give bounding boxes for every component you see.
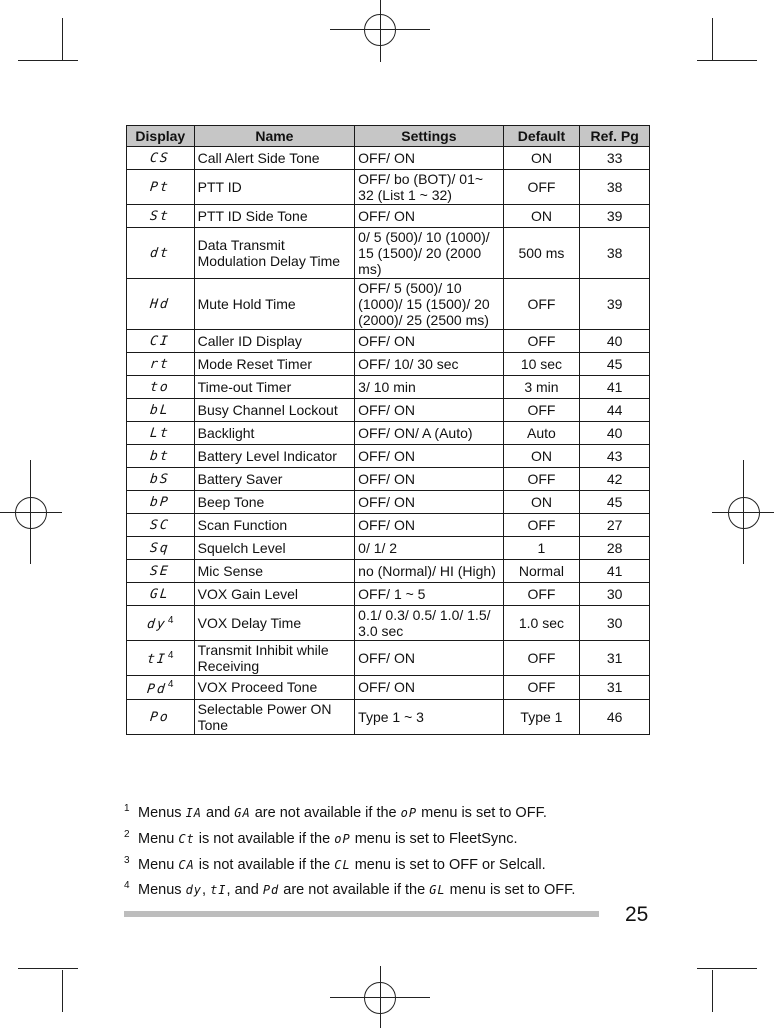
display-code-text: dy — [146, 617, 168, 633]
menu-default: 500 ms — [503, 228, 580, 279]
menu-name: Battery Saver — [194, 468, 355, 491]
menu-name: Beep Tone — [194, 491, 355, 514]
crop-mark — [697, 968, 757, 969]
table-row — [127, 606, 650, 641]
header-settings: Settings — [355, 126, 503, 147]
table-row — [127, 399, 650, 422]
menu-settings: OFF/ bo (BOT)/ 01~ 32 (List 1 ~ 32) — [355, 170, 503, 205]
footnote-display-code: CL — [334, 857, 351, 872]
display-code — [127, 353, 195, 376]
footnote-number: 1 — [124, 803, 130, 814]
menu-settings: OFF/ ON — [355, 468, 503, 491]
table-row — [127, 353, 650, 376]
menu-ref-page: 42 — [580, 468, 650, 491]
table-row — [127, 641, 650, 676]
menu-name: Busy Channel Lockout — [194, 399, 355, 422]
menu-settings: OFF/ ON/ A (Auto) — [355, 422, 503, 445]
menu-name: Time-out Timer — [194, 376, 355, 399]
footnote-display-code: GA — [234, 805, 251, 820]
menu-ref-page: 31 — [580, 676, 650, 700]
menu-ref-page: 40 — [580, 422, 650, 445]
menu-name: Call Alert Side Tone — [194, 147, 355, 170]
crop-mark — [697, 60, 757, 61]
menu-default: OFF — [503, 468, 580, 491]
footnote-text: Menu — [138, 830, 179, 847]
table-row — [127, 445, 650, 468]
crop-mark — [743, 460, 744, 564]
footnote-display-code: oP — [334, 831, 351, 846]
menu-default: 1.0 sec — [503, 606, 580, 641]
menu-default: 10 sec — [503, 353, 580, 376]
display-code-text: rt — [149, 357, 171, 372]
menu-name: Transmit Inhibit while Receiving — [194, 641, 355, 676]
menu-settings: Type 1 ~ 3 — [355, 699, 503, 734]
menu-ref-page: 30 — [580, 583, 650, 606]
menu-settings: OFF/ ON — [355, 445, 503, 468]
menu-settings: OFF/ 5 (500)/ 10 (1000)/ 15 (1500)/ 20 (2000)/ 25 (2500 ms) — [355, 279, 503, 330]
menu-ref-page: 45 — [580, 491, 650, 514]
table-row — [127, 537, 650, 560]
menu-settings: OFF/ ON — [355, 399, 503, 422]
footnote-number: 3 — [124, 854, 130, 866]
table-row — [127, 699, 650, 734]
display-code — [127, 170, 195, 205]
table-row — [127, 279, 650, 330]
display-code-text: dt — [149, 246, 171, 261]
header-name: Name — [194, 126, 355, 147]
footnote-text: menu is set to OFF. — [417, 804, 547, 821]
table-row — [127, 583, 650, 606]
footnote-text: , — [202, 882, 211, 899]
header-ref-page: Ref. Pg — [580, 126, 650, 147]
menu-settings: OFF/ 1 ~ 5 — [355, 583, 503, 606]
footnote-display-code: CA — [178, 857, 195, 872]
footnote-text: is not available if the — [194, 856, 335, 873]
display-code-text: Pd — [146, 681, 168, 697]
menu-ref-page: 31 — [580, 641, 650, 676]
menu-default: ON — [503, 205, 580, 228]
menu-name: VOX Gain Level — [194, 583, 355, 606]
table-row — [127, 676, 650, 700]
footnote-text: Menu — [138, 856, 179, 873]
display-code-text: to — [149, 380, 171, 395]
footer-rule — [124, 911, 599, 917]
footnote-text: Menus — [138, 882, 186, 899]
footnote-text: menu is set to OFF or Selcall. — [350, 856, 546, 873]
menu-default: OFF — [503, 170, 580, 205]
display-code-text: Hd — [149, 297, 171, 312]
display-code — [127, 537, 195, 560]
display-code — [127, 606, 195, 641]
menu-name: Caller ID Display — [194, 330, 355, 353]
table-row — [127, 205, 650, 228]
footnote-text: menu is set to FleetSync. — [350, 830, 518, 847]
footnote-display-code: dy — [185, 883, 203, 898]
menu-ref-page: 30 — [580, 606, 650, 641]
menu-name: PTT ID — [194, 170, 355, 205]
menu-ref-page: 28 — [580, 537, 650, 560]
footnote-display-code: GL — [429, 883, 446, 898]
menu-name: Squelch Level — [194, 537, 355, 560]
display-code — [127, 147, 195, 170]
menu-default: Normal — [503, 560, 580, 583]
display-code — [127, 205, 195, 228]
footnote-text: are not available if the — [279, 882, 430, 899]
menu-name: VOX Delay Time — [194, 606, 355, 641]
display-code-text: SC — [149, 518, 171, 533]
menu-name: VOX Proceed Tone — [194, 676, 355, 700]
table-row — [127, 514, 650, 537]
menu-default: OFF — [503, 279, 580, 330]
crop-mark — [62, 18, 63, 60]
menu-settings: OFF/ ON — [355, 491, 503, 514]
footnote-display-code: tI — [210, 883, 227, 898]
menu-settings: 0.1/ 0.3/ 0.5/ 1.0/ 1.5/ 3.0 sec — [355, 606, 503, 641]
settings-table — [126, 125, 650, 735]
display-code — [127, 699, 195, 734]
menu-default: OFF — [503, 399, 580, 422]
table-row — [127, 376, 650, 399]
footnote-display-code: Pd — [262, 883, 280, 898]
display-code — [127, 279, 195, 330]
footnote-display-code: IA — [185, 805, 203, 820]
table-row — [127, 147, 650, 170]
menu-ref-page: 45 — [580, 353, 650, 376]
menu-name: Data Transmit Modulation Delay Time — [194, 228, 355, 279]
menu-ref-page: 43 — [580, 445, 650, 468]
display-code-text: Pt — [149, 180, 171, 195]
table-row — [127, 422, 650, 445]
menu-settings: OFF/ ON — [355, 641, 503, 676]
menu-ref-page: 41 — [580, 560, 650, 583]
menu-name: Battery Level Indicator — [194, 445, 355, 468]
footnote-ref: 4 — [167, 614, 174, 626]
footnote-text: , and — [226, 882, 263, 899]
footnote — [124, 824, 684, 850]
crop-mark — [380, 0, 381, 62]
menu-settings: OFF/ 10/ 30 sec — [355, 353, 503, 376]
display-code — [127, 330, 195, 353]
table-row — [127, 468, 650, 491]
table-row — [127, 330, 650, 353]
menu-default: OFF — [503, 676, 580, 700]
display-code — [127, 583, 195, 606]
table-body — [127, 147, 650, 735]
menu-name: Backlight — [194, 422, 355, 445]
menu-settings: 0/ 1/ 2 — [355, 537, 503, 560]
page-number: 25 — [625, 903, 649, 926]
table-row — [127, 170, 650, 205]
menu-default: ON — [503, 147, 580, 170]
menu-name: Mode Reset Timer — [194, 353, 355, 376]
display-code — [127, 641, 195, 676]
display-code — [127, 676, 195, 700]
registration-target — [15, 497, 47, 529]
menu-settings: OFF/ ON — [355, 330, 503, 353]
display-code — [127, 399, 195, 422]
footnote-ref: 4 — [167, 649, 174, 661]
display-code — [127, 514, 195, 537]
display-code — [127, 560, 195, 583]
crop-mark — [712, 970, 713, 1012]
menu-default: Auto — [503, 422, 580, 445]
menu-ref-page: 46 — [580, 699, 650, 734]
menu-default: 3 min — [503, 376, 580, 399]
display-code — [127, 468, 195, 491]
display-code-text: Po — [149, 709, 171, 725]
menu-settings: 0/ 5 (500)/ 10 (1000)/ 15 (1500)/ 20 (2000 ms) — [355, 228, 503, 279]
crop-mark — [380, 966, 381, 1028]
table-row — [127, 560, 650, 583]
menu-default: Type 1 — [503, 699, 580, 734]
menu-ref-page: 27 — [580, 514, 650, 537]
footnote-text: is not available if the — [194, 830, 335, 847]
table-row — [127, 491, 650, 514]
menu-default: 1 — [503, 537, 580, 560]
menu-settings: OFF/ ON — [355, 676, 503, 700]
menu-ref-page: 38 — [580, 170, 650, 205]
menu-name: PTT ID Side Tone — [194, 205, 355, 228]
menu-ref-page: 44 — [580, 399, 650, 422]
display-code — [127, 376, 195, 399]
menu-ref-page: 38 — [580, 228, 650, 279]
header-default: Default — [503, 126, 580, 147]
menu-ref-page: 39 — [580, 279, 650, 330]
crop-mark — [62, 970, 63, 1012]
menu-default: ON — [503, 491, 580, 514]
menu-ref-page: 39 — [580, 205, 650, 228]
crop-mark — [0, 512, 62, 513]
menu-default: OFF — [503, 514, 580, 537]
crop-mark — [712, 18, 713, 60]
display-code-text: SE — [149, 564, 171, 579]
display-code-text: bt — [149, 449, 171, 464]
menu-name: Selectable Power ON Tone — [194, 699, 355, 734]
menu-name: Mic Sense — [194, 560, 355, 583]
footnote-ref: 4 — [167, 679, 174, 690]
menu-ref-page: 41 — [580, 376, 650, 399]
footnote-display-code: oP — [400, 805, 418, 820]
menu-ref-page: 33 — [580, 147, 650, 170]
crop-mark — [30, 460, 31, 564]
menu-default: ON — [503, 445, 580, 468]
menu-settings: no (Normal)/ HI (High) — [355, 560, 503, 583]
registration-target — [728, 497, 760, 529]
display-code — [127, 491, 195, 514]
footnotes — [124, 798, 684, 901]
footnote-display-code: Ct — [178, 831, 195, 846]
display-code-text: bS — [149, 472, 171, 487]
crop-mark — [18, 968, 78, 969]
table-row — [127, 228, 650, 279]
menu-ref-page: 40 — [580, 330, 650, 353]
display-code — [127, 422, 195, 445]
menu-name: Scan Function — [194, 514, 355, 537]
header-display: Display — [127, 126, 195, 147]
menu-name: Mute Hold Time — [194, 279, 355, 330]
footnote — [124, 850, 684, 876]
footnote-text: menu is set to OFF. — [445, 882, 576, 899]
footnote-number: 2 — [124, 828, 130, 840]
display-code-text: CI — [149, 334, 171, 349]
menu-default: OFF — [503, 330, 580, 353]
display-code-text: bP — [149, 495, 171, 510]
display-code-text: CS — [149, 151, 171, 166]
display-code — [127, 445, 195, 468]
crop-mark — [18, 60, 78, 61]
display-code — [127, 228, 195, 279]
footnote-number: 4 — [124, 880, 130, 892]
footnote-text: Menus — [138, 804, 186, 821]
display-code-text: bL — [149, 403, 171, 418]
menu-default: OFF — [503, 583, 580, 606]
footnote-text: and — [202, 804, 235, 821]
table-header-row — [127, 126, 650, 147]
menu-settings: OFF/ ON — [355, 205, 503, 228]
footnote-text: are not available if the — [250, 804, 401, 821]
display-code-text: tI — [146, 652, 168, 668]
display-code-text: GL — [149, 587, 171, 602]
display-code-text: St — [149, 209, 171, 224]
menu-settings: OFF/ ON — [355, 147, 503, 170]
menu-default: OFF — [503, 641, 580, 676]
footnote — [124, 798, 684, 824]
menu-settings: 3/ 10 min — [355, 376, 503, 399]
display-code-text: Sq — [149, 541, 171, 556]
menu-settings: OFF/ ON — [355, 514, 503, 537]
display-code-text: Lt — [149, 426, 171, 441]
footnote — [124, 875, 684, 901]
